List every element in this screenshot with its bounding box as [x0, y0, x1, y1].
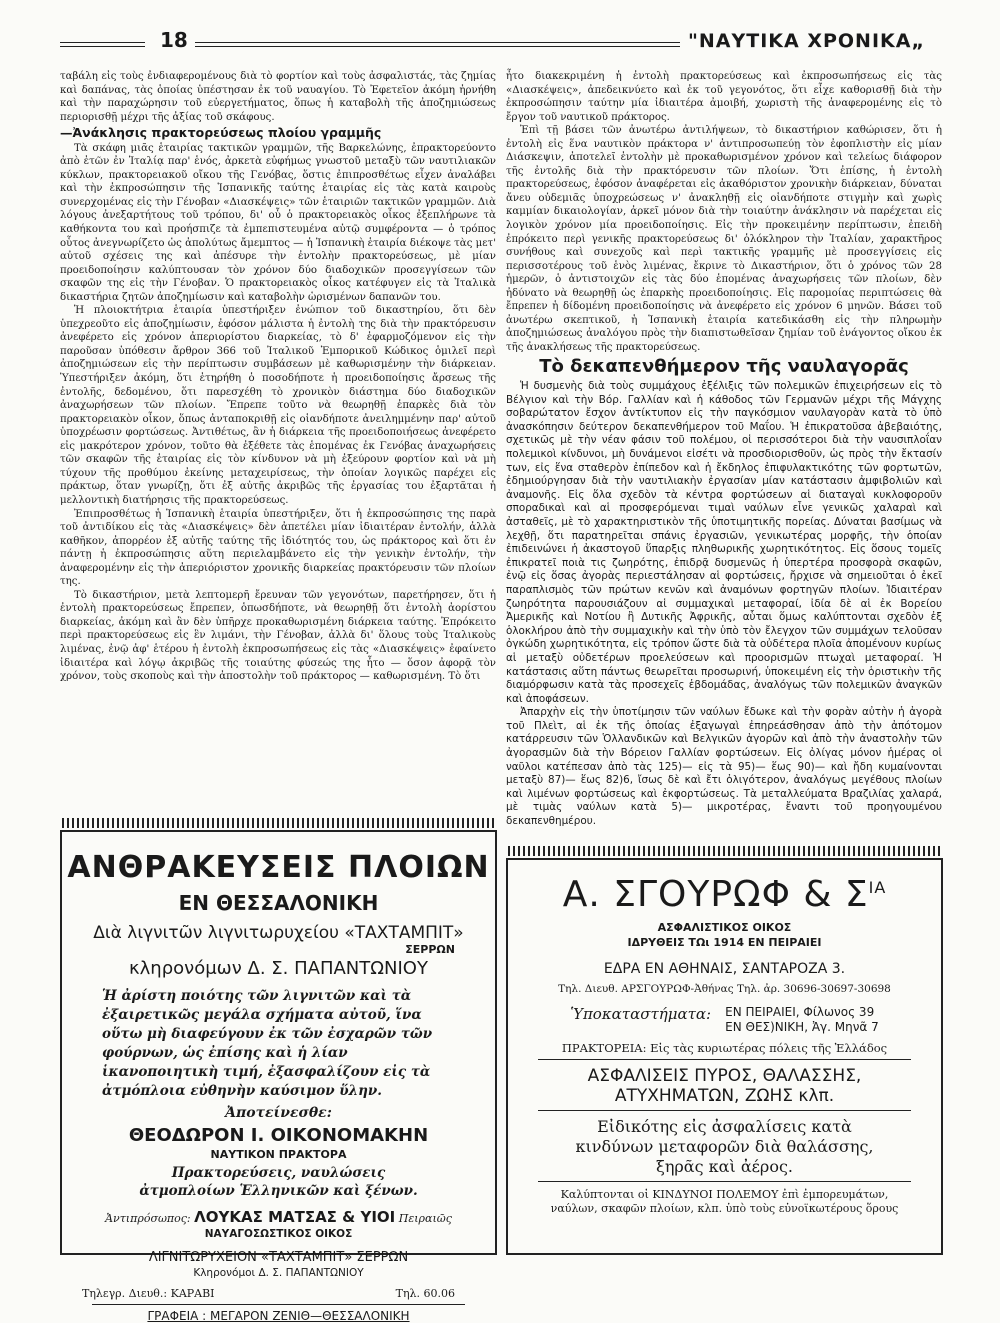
- ad-city: ΕΝ ΘΕΣΣΑΛΟΝΙΚΗ: [178, 891, 379, 915]
- ad-agent-name: ΘΕΟΔΩΡΟΝ Ι. ΟΙΚΟΝΟΜΑΚΗΝ: [128, 1125, 429, 1146]
- ad-war-risks: Καλύπτονται οἱ ΚΙΝΔΥΝΟΙ ΠΟΛΕΜΟΥ ἐπὶ ἐμπορευμάτων, ναύλων, σκαφῶν πλοίων, κλπ. ὑπὸ τοὺς εὐνοϊκωτέρους ὅρους: [550, 1188, 899, 1215]
- ad-rep-label: Ἀντιπρόσωπος:: [105, 1212, 191, 1225]
- ad-subtitle: ΑΣΦΑΛΙΣΤΙΚΟΣ ΟΙΚΟΣ: [657, 921, 792, 934]
- ad-branch-piraeus: ΕΝ ΠΕΙΡΑΙΕΙ, Φίλωνος 39: [725, 1005, 875, 1019]
- ad-title-sup: ΙΑ: [868, 878, 887, 897]
- ad-divider: [92, 1304, 465, 1305]
- ad-founded: ΙΔΡΥΘΕΙΣ ΤΩι 1914 ΕΝ ΠΕΙΡΑΙΕΙ: [627, 936, 822, 949]
- page-number: 18: [160, 28, 188, 52]
- article-paragraph: Τὸ δικαστήριον, μετὰ λεπτομερῆ ἔρευναν τῶν γεγονότων, παρετήρησεν, ὅτι ἡ ἐντολὴ πρακτορεύσεως ἔπρεπεν, ὁπωσδήποτε, νὰ θεωρηθῇ ὅτι ἐντολὴ ἀορίστου διαρκείας, ἀκόμη καὶ ἂν δὲν ὑπῆρχε προκαθωρισμένη διάρκεια ταύτης. Ἐπρόκειτο περὶ πρακτορεύσεως εἰς ἓν λιμάνι, τὴν Γένοβαν, ἀλλὰ δι' ὅλους τοὺς Ἰταλικοὺς λιμένας, ἐνῷ ἀφ' ἑτέρου ἡ ἐντολὴ ἐκπροσωπήσεως εἰς τὰς «Διασκέψεις» ἐφαίνετο ἰδιαιτέρα καὶ λόγῳ ἀκριβῶς τῆς τοιαύτης φύσεώς της ἦτο — ὅσον ἀφορᾷ τὸν χρόνον, τοὺς σκοποὺς καὶ τὴν ἀποστολὴν τοῦ πράκτορος — καθωρισμένη. Τὸ ὅτι: [60, 589, 496, 683]
- ad-branches: [508, 1005, 941, 1035]
- advertisement-insurance: [506, 858, 943, 1255]
- ad-divider: [538, 1059, 911, 1060]
- ad-body: Ἡ ἀρίστη ποιότης τῶν λιγνιτῶν καὶ τὰ ἐξαιρετικῶς μεγάλα σχήματα αὐτοῦ, ἵνα οὕτω μὴ διαφεύγουν ἐκ τῶν ἐσχαρῶν τῶν φούρνων, ὡς ἐπίσης καὶ ἡ λίαν ἱκανοποιητικὴ τιμή, ἐξασφαλίζουν εἰς τὰ ἀτμόπλοια εὐθηνὴν καύσιμον ὕλην.: [102, 988, 433, 1099]
- advertisement-coal: [60, 830, 497, 1323]
- ad-telephone: Τηλ. Διευθ. ΑΡΣΓΟΥΡΩΦ-Ἀθήνας Τηλ. ἀρ. 30696-30697-30698: [558, 983, 891, 995]
- article-paragraph: ἦτο διακεκριμένη ἡ ἐντολὴ πρακτορεύσεως καὶ ἐκπροσωπήσεως εἰς τὰς «Διασκέψεις», ἀπεδεικνύετο καὶ ἐκ τοῦ γεγονότος, ὅτι εἶχε καθορισθῇ διὰ τὴν ἐκπροσώπησιν ταύτην μία ἰδιαιτέρα ἀμοιβή, χωριστὴ τῆς ἀναφερομένης εἰς τὸ ἔργον τοῦ ναυτικοῦ πράκτορος.: [506, 71, 942, 123]
- ad-rep-name: ΛΟΥΚΑΣ ΜΑΤΣΑΣ & ΥΙΟΙ: [194, 1208, 396, 1226]
- ad-border-ticks: [508, 846, 941, 856]
- article-paragraph: Ἐπὶ τῇ βάσει τῶν ἀνωτέρω ἀντιλήψεων, τὸ δικαστήριον καθώρισεν, ὅτι ἡ ἐντολὴ εἰς ἕνα ναυτικὸν πράκτορα ν' ἀντιπροσωπεύῃ τὸν ἐφοπλιστὴν εἰς μίαν Διάσκεψιν, ἀποτελεῖ ἐντολὴν μὲ προκαθωρισμένον χρόνον καὶ τελείως διάφορον τῆς ἐντολῆς διὰ τὴν πρακτόρευσιν τῶν πλοίων. Ὅτι ἐπίσης, ἡ ἐντολὴ πρακτορεύσεως, ἐφόσον ἀναφέρεται εἰς ἀκαθόριστον χρονικὴν διάρκειαν, δύναται ἄνευ οὐδεμιᾶς ὑποχρεώσεως ν' ἀνακληθῇ εἰς οἱανδήποτε στιγμὴν καὶ χωρὶς καμμίαν δικαιολογίαν, ἀρκεῖ μόνον διὰ τὴν τοιαύτην ἀνάκλησιν νὰ παρέχεται εἰς λογικὸν χρόνον μία προειδοποίησις. Εἰς τὴν προκειμένην περίπτωσιν, ἐπειδὴ ἐπρόκειτο περὶ γενικῆς πρακτορεύσεως δι' ὁλόκληρον τὴν Ἰταλίαν, χαρακτῆρος συνήθους καὶ συνεχοῦς καὶ περὶ τακτικῆς γραμμῆς μὲ προσεγγίσεις εἰς περισσοτέρους τοῦ ἑνὸς λιμένας, ἔκρινε τὸ Δικαστήριον, ὅτι ὁ χρόνος τῶν 28 ἡμερῶν, ὁ ἀντιστοιχῶν εἰς τὰς δύο ἑπομένας ἀναχωρήσεις τῶν πλοίων, δὲν ἠδύνατο νὰ θεωρηθῇ ὡς ἐπαρκὴς προειδοποίησις. Εἰς παρομοίας περιπτώσεις θὰ ἔπρεπεν ἡ δίδομένη προειδοποίησις νὰ ἀνεφέρετο εἰς χρόνον 6 μηνῶν. Βάσει τοῦ ἀνωτέρω σκεπτικοῦ, ἡ Ἱσπανικὴ ἑταιρία κατεδικάσθη εἰς τὴν πληρωμὴν ἀποζημιώσεως ἀναλόγου πρὸς τὴν διαπιστωθεῖσαν ζημίαν τοῦ ἐνάγοντος οἴκου ἐκ τῆς ἀνακλήσεως τῆς πρακτορεύσεως.: [506, 125, 942, 353]
- ad-insurance-types-2: ΑΤΥΧΗΜΑΤΩΝ, ΖΩΗΣ κλπ.: [614, 1086, 835, 1106]
- article-paragraph: Ἡ πλοιοκτήτρια ἑταιρία ὑπεστήριξεν ἐνώπιον τοῦ δικαστηρίου, ὅτι δὲν ὑπεχρεοῦτο εἰς ἀποζημίωσιν, ἐφόσον μάλιστα ἡ ἐντολὴ της διὰ τὴν πρακτόρευσιν ἀνεφέρετο εἰς χρόνον ἀπεριορίστου διαρκείας, τὸ δ' ἐφαρμοζόμενον εἰς τὴν παροῦσαν ὑπόθεσιν ἄρθρον 366 τοῦ Ἰταλικοῦ Ἐμπορικοῦ Κώδικος ὁμιλεῖ περὶ ἀποζημιώσεων εἰς τὴν περίπτωσιν συμβάσεων μὲ καθωρισμένην τὴν διάρκειαν. Ὑπεστήριξεν ἀκόμη, ὅτι ἐτηρήθη ὁ ποσοδήποτε ἡ προειδοποίησις ἄρσεως τῆς ἐντολῆς, δεδομένου, ὅτι παρεσχέθη τὸ χρονικὸν διάστημα δύο διαδοχικῶν ἀναχωρήσεων τῶν πλοίων. Ἔπρεπε τοῦτο νὰ θεωρηθῇ ἐπαρκὲς διὰ τὸν πρακτορειακὸν οἶκον, ὅπως ἀνταποκριθῇ εἰς οἱανδήποτε ἀνειλημμένην παρ' αὐτοῦ ὑποχρέωσιν φορτώσεως. Ἀντιθέτως, ἂν ἡ διάρκεια τῆς προειδοποιήσεως ἀνεφέρετο εἰς μακρότερον χρόνον, τοῦτο θὰ ἐξέθετε τὰς ἑπομένας ἐκ Γενόβας ἀναχωρήσεις τῶν σκαφῶν τῆς ἑταιρίας εἰς τὸν κίνδυνον νὰ μὴ ἐξεύρουν φορτίον καὶ νὰ μὴ τύχουν τῆς προθύμου ἐκείνης μεταχειρίσεως, τὴν ὁποίαν λογικῶς παρέχει εἰς πράκτωρ, ὅταν γνωρίζῃ, ὅτι ἐξ αὐτῆς ἀκριβῶς τῆς ἐργασίας του ἐξαρτᾶται ἡ μελλοντικὴ διατήρησις τῆς πρακτορεύσεως.: [60, 305, 496, 506]
- ad-title: ΑΝΘΡΑΚΕΥΣΕΙΣ ΠΛΟΙΩΝ: [67, 850, 490, 885]
- ad-product-line: Διὰ λιγνιτῶν λιγνιτωρυχείου «ΤΑΧΤΑΜΠΙΤ»: [93, 923, 464, 943]
- ad-contact-row: [82, 1287, 455, 1300]
- ad-contact-label: Ἀποτείνεσθε:: [225, 1105, 332, 1121]
- section-heading: Τὸ δεκαπενθήμερον τῆς ναυλαγορᾶς: [539, 356, 909, 378]
- section-subheading: —Ἀνάκλησις πρακτορεύσεως πλοίου γραμμῆς: [60, 125, 382, 141]
- ad-divider: [538, 1181, 911, 1182]
- ad-specialty: Εἰδικότης εἰς ἀσφαλίσεις κατὰ κινδύνων μεταφορῶν διὰ θαλάσσης, ξηρᾶς καὶ ἀέρος.: [575, 1117, 874, 1176]
- ad-representative: [62, 1208, 495, 1226]
- ad-rep-role: ΝΑΥΑΓΟΣΩΣΤΙΚΟΣ ΟΙΚΟΣ: [204, 1228, 353, 1240]
- ad-offices: ΓΡΑΦΕΙΑ : ΜΕΓΑΡΟΝ ΖΕΝΙΘ—ΘΕΣΣΑΛΟΝΙΚΗ: [147, 1309, 410, 1323]
- ad-phone: Τηλ. 60.06: [395, 1287, 455, 1300]
- ad-agent-role: ΝΑΥΤΙΚΟΝ ΠΡΑΚΤΟΡΑ: [210, 1148, 347, 1161]
- article-paragraph: Ἀπαρχὴν εἰς τὴν ὑποτίμησιν τῶν ναύλων ἔδωκε καὶ τὴν φορὰν αὐτὴν ἡ ἀγορὰ τοῦ Πλεὶτ, αἱ ἐκ τῆς ὁποίας ἐξαγωγαὶ ἐπηρεάσθησαν ἀπὸ τὴν ἀπότομον κατάρρευσιν τῶν Ὁλλανδικῶν καὶ Βελγικῶν ἀγορῶν καὶ ἀπὸ τὴν ἀναστολὴν τῶν ἀγορασμῶν διὰ τὴν Βόρειον Γαλλίαν φορτώσεων. Εἰς ὀλίγας μόνον ἡμέρας οἱ ναῦλοι κατέπεσαν ἀπὸ τὰς 125)— εἰς τὰ 95)— ἕως 90)— καὶ ἤδη κυμαίνονται μεταξὺ 87)— ἕως 82)6, ἴσως δὲ καὶ ἔτι ὀλιγότερον, ἀναλόγως μεγέθους πλοίων καὶ λιμένων φορτώσεως καὶ ἐκφορτώσεως. Τὰ μεταλλεύματα Βραζιλίας χαλαρά, μὲ τιμὰς ναύλων κατὰ 5)— μικροτέρας, ἔναντι τοῦ προηγουμένου δεκαπενθημέρου.: [506, 706, 942, 828]
- article-paragraph: Τὰ σκάφη μιᾶς ἑταιρίας τακτικῶν γραμμῶν, τῆς Βαρκελώνης, ἐπρακτορεύοντο ἀπὸ ἐτῶν ἐν Ἰταλίᾳ παρ' ἑνός, ἀρκετὰ εὐφήμως γνωστοῦ μεταξὺ τῶν ναυτιλιακῶν κύκλων, πρακτορειακοῦ οἴκου τῆς Γενόβας, ὅστις ἐπιπροσθέτως εἶχεν ἀναλάβει καὶ τὴν ἐκπροσώπησιν τῆς Ἱσπανικῆς ταύτης ἑταιρίας εἰς τὰς κατὰ καιροὺς συνερχομένας εἰς τὴν Γένοβαν «Διασκέψεις» τῶν ἑταιριῶν τακτικῶν γραμμῶν. Διὰ λόγους ἀνεξαρτήτους τοῦ τρόπου, δι' οὗ ὁ πρακτορειακὸς οἶκος ἐξεπλήρωνε τὰ καθήκοντα του καὶ προήσπιζε τὰ ἐμπεπιστευμένα αὐτῷ συμφέροντα — ὁ τρόπος οὗτος ἀνεγνωρίζετο ὡς ἀπολύτως ἄμεμπτος — ἡ Ἱσπανικὴ ἑταιρία διέκοψε τὰς μετ' αὐτοῦ σχέσεις της καὶ ἀπέσυρε τὴν ἐντολὴν πρακτορεύσεως, μὲ μίαν προειδοποίησιν καλύπτουσαν τὸν χρόνον δύο διαδοχικῶν προσεγγίσεων τῶν σκαφῶν της εἰς τὴν Γένοβαν. Ὁ πρακτορειακὸς οἶκος κατέφυγεν εἰς τὰ Ἰταλικὰ δικαστήρια ζητῶν ἀποζημίωσιν καὶ καταβολὴν ὡρισμένων δαπανῶν του.: [60, 142, 496, 303]
- ad-insurance-types-1: ΑΣΦΑΛΙΣΕΙΣ ΠΥΡΟΣ, ΘΑΛΑΣΣΗΣ,: [587, 1066, 862, 1086]
- page-header: [60, 28, 965, 58]
- article-paragraph: Ἡ δυσμενὴς διὰ τοὺς συμμάχους ἐξέλιξις τῶν πολεμικῶν ἐπιχειρήσεων εἰς τὸ Βέλγιον καὶ τὴν Βόρ. Γαλλίαν καὶ ἡ κάθοδος τῶν Γερμανῶν μέχρι τῆς Μάγχης σοβαρώτατον ἔσχον ἀντίκτυπον εἰς τὴν παγκόσμιον ναυλαγορὰν κατὰ τὸ ὑπὸ ἀνασκόπησιν δεύτερον δεκαπενθήμερον τοῦ Μαΐου. Ἡ ἐπικρατοῦσα ἀβεβαιότης, σχετικῶς μὲ τὴν νέαν φάσιν τοῦ πολέμου, οἱ περισσότεροι διὰ τὴν ναυσιπλοΐαν πολεμικοὶ κίνδυνοι, μὴ δυνάμενοι εἰσέτι νὰ προσδιορισθοῦν, ὡς πρὸς τὴν ἔκτασίν των, εἰς ἕνα σταθερὸν ἐπίπεδον καὶ ἡ ἔκδηλος ἐπιφυλακτικότης τῶν φορτωτῶν, ἐδημιούργησαν διὰ τὴν ναυτιλιακὴν ἐργασίαν μίαν κατάστασιν ἀμφιβολιῶν καὶ ἀναμονῆς. Εἰς ὅλα σχεδὸν τὰ κέντρα φορτώσεων αἱ διαταγαὶ κυκλοφοροῦν σποραδικαὶ καὶ αἱ προσφερόμεναι τιμαὶ ναύλων εἶνε γενικῶς χαλαραὶ καὶ ἀσταθεῖς, μὲ τὸ χαρακτηριστικὸν τῆς ὑποτιμητικῆς πορείας. Δύναται βασίμως νὰ λεχθῇ, ὅτι παρατηρεῖται σπάνις ἐργασιῶν, γενικωτέρας μορφῆς, τὴν ὁποίαν ἐπιδεινώνει ἡ ἀκαστογοῦ ὕπαρξις πληθωρικῆς χωρητικότητος. Εἰς ὅσους τομεῖς ἐπικρατεῖ ποιὰ τις ζωηρότης, ἐπιδρᾷ δυσμενῶς ἡ ὑπερτέρα προσφορὰ σκαφῶν, ἐνῷ εἰς ὅσας ἀγορὰς περιεστάλησαν αἱ φορτώσεις, ἤρχισε νὰ σημειοῦται ὁ ἐκεῖ παραπλισμὸς τῶν πρώτων κενῶν καὶ ἀναμόνων φορτηγῶν πλοίων. Ἰδιαιτέραν ζωηρότητα παρουσιάζουν αἱ συμμαχικαὶ μεταφοραί, ἰδία δὲ αἱ ἐκ Βορείου Ἀμερικῆς καὶ Νοτίου ἢ Δυτικῆς Ἀφρικῆς, αὗται ὅμως καλύπτονται σχεδὸν ἐξ ὁλοκλήρου ἀπὸ τὴν συμμαχικὴν καὶ τὴν ὑπὸ τὸν ἔλεγχον τῶν συμμάχων τελοῦσαν ὀγκώδη χωρητικότητα, εἰς τρόπον ὥστε διὰ τὰ οὐδέτερα πλοῖα ἀπομένουν κυρίως αἱ μεταξὺ οὐδετέρων προελεύσεων καὶ προορισμῶν πτωχαὶ μεταφοραί. Ἡ κατάστασις αὕτη πάντως θεωρεῖται προσωρινή, ὑποκειμένη εἰς τὴν ὁριστικὴν τῆς διαμόρφωσιν κατὰ τὰς προσεχεῖς ἑβδομάδας, ἀναλόγως τῶν πολεμικῶν ἀναγκῶν καὶ ἀποφάσεων.: [506, 380, 942, 705]
- publication-title: "ΝΑΥΤΙΚΑ ΧΡΟΝΙΚΑ„: [688, 30, 925, 52]
- ad-title-text: Α. ΣΓΟΥΡΩΦ & Σ: [562, 874, 869, 915]
- ad-branch-list: [725, 1005, 879, 1035]
- ad-branch-thessaloniki: ΕΝ ΘΕΣ)ΝΙΚΗ, Ἀγ. Μηνᾶ 7: [725, 1020, 879, 1034]
- right-column: [506, 70, 942, 829]
- ad-agencies: ΠΡΑΚΤΟΡΕΙΑ: Εἰς τὰς κυριωτέρας πόλεις τῆς Ἑλλάδος: [561, 1041, 888, 1055]
- ad-title: [508, 874, 941, 915]
- ad-divider: [538, 1110, 911, 1111]
- header-rule-left: [60, 42, 145, 47]
- ad-border-ticks: [62, 818, 495, 828]
- ad-product-city: ΣΕΡΡΩΝ: [405, 943, 455, 956]
- ad-services: Πρακτορεύσεις, ναυλώσεις ἀτμοπλοίων Ἑλληνικῶν καὶ ξένων.: [139, 1165, 418, 1199]
- article-paragraph: ταβάλη εἰς τοὺς ἐνδιαφερομένους διὰ τὸ φορτίον καὶ τοὺς ἀσφαλιστάς, τὰς ζημίας καὶ δαπάνας, τὰς ὁποίας ὑπέστησαν ἐκ τοῦ ναυαγίου. Τὸ Ἐφετεῖον ἀκόμη ἠρνήθη καὶ τὴν παραχώρησιν τοῦ εὐεργετήματος, ὅπως ἡ καταβολὴ τῆς ἀποζημιώσεως περιορισθῇ μέχρι τῆς ἀξίας τοῦ σκάφους.: [60, 71, 496, 123]
- article-paragraph: Ἐπιπροσθέτως ἡ Ἱσπανικὴ ἑταιρία ὑπεστήριξεν, ὅτι ἡ ἐκπροσώπησις της παρὰ τοῦ ἀντιδίκου εἰς τὰς «Διασκέψεις» δὲν ἀπετέλει μίαν ἰδιαιτέραν ἐντολήν, ἀλλὰ καθῆκον, ἀπορρέον ἐξ αὐτῆς ταύτης τῆς ἰδιότητός του, ὡς πράκτορος καὶ ὅτι ἐν πάντῃ ἡ ἐκπροσώπησις αὕτη περιελαμβάνετο εἰς τὴν γενικὴν ἐντολήν, τὴν ἀναφερομένην εἰς τὴν ἀπεριόριστον χρονικῆς διαρκείας πρακτόρευσιν τῶν πλοίων της.: [60, 508, 496, 588]
- left-column: [60, 70, 496, 684]
- ad-branches-label: Ὑποκαταστήματα:: [570, 1005, 712, 1023]
- ad-telegraph: Τηλεγρ. Διευθ.: ΚΑΡΑΒΙ: [82, 1287, 215, 1300]
- ad-mine: ΛΙΓΝΙΤΩΡΥΧΕΙΟΝ «ΤΑΧΤΑΜΠΙΤ» ΣΕΡΡΩΝ: [148, 1250, 409, 1265]
- header-rule-middle: [195, 42, 680, 47]
- ad-mine-heirs: Κληρονόμοι Δ. Σ. ΠΑΠΑΝΤΩΝΙΟΥ: [193, 1267, 364, 1279]
- ad-seat: ΕΔΡΑ ΕΝ ΑΘΗΝΑΙΣ, ΣΑΝΤΑΡΟΖΑ 3.: [603, 961, 846, 977]
- ad-rep-city: Πειραιῶς: [398, 1212, 452, 1225]
- ad-heirs: κληρονόμων Δ. Σ. ΠΑΠΑΝΤΩΝΙΟΥ: [129, 958, 428, 979]
